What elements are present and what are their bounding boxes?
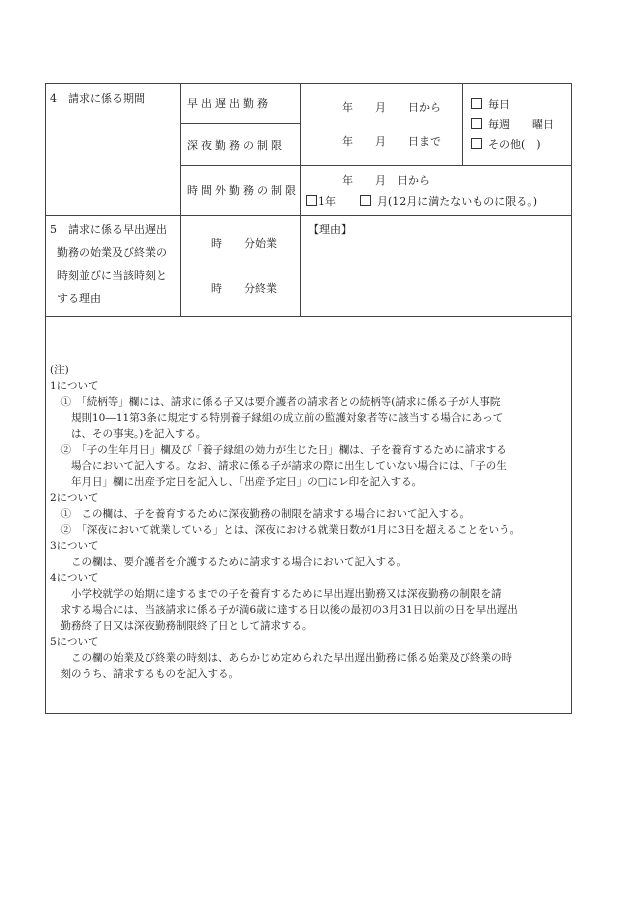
- option-other[interactable]: [471, 138, 541, 150]
- note-line: 規則10―11第3条に規定する特別養子縁組の成立前の監護対象者等に該当する場合にあって: [50, 412, 504, 424]
- note-line: 1について: [50, 380, 99, 392]
- note-line: 3について: [50, 540, 99, 552]
- note-line: 5について: [50, 636, 99, 648]
- early-late-label: 早出遅出勤務: [187, 97, 271, 110]
- note-line: この欄は、要介護者を介護するために請求する場合において記入する。: [50, 556, 407, 568]
- overtime-period[interactable]: [306, 195, 537, 207]
- section5-label-line2: 勤務の始業及び終業の: [57, 246, 167, 259]
- divider-col1: [180, 83, 181, 316]
- notes-heading: (注): [50, 364, 69, 376]
- end-time[interactable]: 時 分終業: [211, 282, 277, 295]
- border-left: [45, 83, 46, 714]
- to-date[interactable]: 年 月 日まで: [342, 135, 441, 148]
- note-line: 求する場合には、当該請求に係る子が満6歳に達する日以後の最初の3月31日以前の日を早出遅出: [50, 604, 518, 616]
- checkbox-daily[interactable]: [471, 98, 482, 109]
- start-time[interactable]: 時 分始業: [211, 237, 277, 250]
- note-line: 場合において記入する。なお、請求に係る子が請求の際に出生していない場合には、「子の生: [50, 460, 507, 472]
- notes-section: [50, 362, 570, 682]
- option-weekly-label: 毎週 曜日: [488, 118, 554, 131]
- note-line: 勤務終了日又は深夜勤務制限終了日として請求する。: [50, 620, 313, 632]
- note-line: 刻のうち、請求するものを記入する。: [50, 668, 239, 680]
- note-line: は、その事実。)を記入する。: [50, 428, 207, 440]
- reason-label: 【理由】: [308, 223, 352, 236]
- note-line: 年月日」欄に出産予定日を記入し、「出産予定日」の□にレ印を記入する。: [50, 476, 423, 488]
- checkbox-1year[interactable]: [306, 195, 317, 206]
- divider-night-overtime: [180, 165, 572, 166]
- overtime-label: 時間外勤務の制限: [187, 184, 299, 197]
- checkbox-other[interactable]: [471, 138, 482, 149]
- border-top: [45, 83, 572, 84]
- overtime-from-date[interactable]: 年 月 日から: [342, 174, 430, 187]
- section5-label-line1: 5 請求に係る早出遅出: [50, 223, 167, 236]
- note-line: 4について: [50, 572, 99, 584]
- note-line: 小学校就学の始期に達するまでの子を養育するために早出遅出勤務又は深夜勤務の制限を請: [50, 588, 502, 600]
- note-line: この欄の始業及び終業の時刻は、あらかじめ定められた早出遅出勤務に係る始業及び終業の時: [50, 652, 512, 664]
- note-line: ② 「子の生年月日」欄及び「養子縁組の効力が生じた日」欄は、子を養育するために請求する: [50, 444, 507, 456]
- checkbox-months[interactable]: [360, 195, 371, 206]
- note-line: ① 「続柄等」欄には、請求に係る子又は要介護者の請求者との続柄等(請求に係る子が人事院: [50, 396, 501, 408]
- overtime-period-a: 1年: [318, 195, 336, 208]
- note-line: ① この欄は、子を養育するために深夜勤務の制限を請求する場合において記入する。: [50, 508, 470, 520]
- from-date[interactable]: 年 月 日から: [342, 101, 441, 114]
- divider-row4-row5: [45, 215, 572, 216]
- section5-label-line4: する理由: [57, 292, 101, 305]
- note-line: ② 「深夜において就業している」とは、深夜における就業日数が1月に3日を超えることをいう。: [50, 524, 521, 536]
- option-daily[interactable]: [471, 98, 510, 110]
- option-other-label: その他( ): [488, 138, 541, 151]
- divider-early-night: [180, 123, 300, 124]
- divider-table-notes: [45, 316, 572, 317]
- section5-label-line3: 時刻並びに当該時刻と: [57, 269, 167, 282]
- option-weekly[interactable]: [471, 118, 554, 130]
- divider-col2: [300, 83, 301, 316]
- divider-col3: [462, 83, 463, 165]
- option-daily-label: 毎日: [488, 98, 510, 111]
- border-bottom: [45, 713, 572, 714]
- overtime-period-b: 月(12月に満たないものに限る。): [377, 195, 538, 208]
- border-right: [571, 83, 572, 714]
- checkbox-weekly[interactable]: [471, 118, 482, 129]
- night-label: 深夜勤務の制限: [187, 139, 285, 152]
- section4-label: 4 請求に係る期間: [50, 92, 145, 105]
- note-line: 2について: [50, 492, 99, 504]
